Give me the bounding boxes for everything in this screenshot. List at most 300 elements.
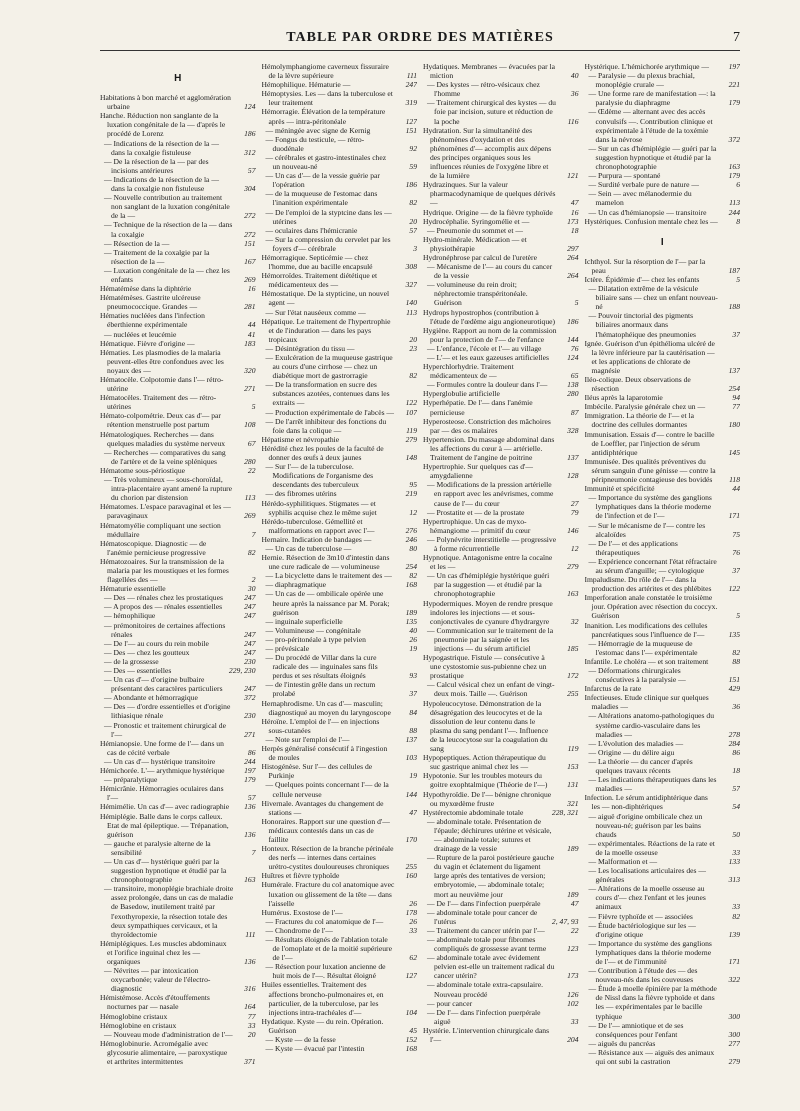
entry-text: Hérédo-tuberculose. Gémellité et malformations en rapport avec l'— xyxy=(261,516,375,535)
entry-page: 94 xyxy=(732,393,740,403)
entry-text: Hémorragie. Élévation de la température après — intra-péritonéale xyxy=(261,107,386,126)
entry-text: Hernaire. Indication de bandages — xyxy=(261,534,372,544)
index-entry xyxy=(585,71,741,89)
index-entry xyxy=(100,539,256,557)
entry-page: 164 xyxy=(244,1002,256,1012)
entry-text: — Sur l'état nauséeux comme — xyxy=(265,307,366,317)
entry-text: — Chondrome de l'— xyxy=(265,925,333,935)
entry-text: Iléo-colique. Deux observations de résection xyxy=(584,375,691,394)
entry-text: — méningée avec signe de Kernig xyxy=(265,125,371,135)
index-entry xyxy=(100,248,256,266)
entry-page: 119 xyxy=(406,425,417,435)
entry-page: 67 xyxy=(247,438,256,448)
entry-page: 280 xyxy=(567,389,579,399)
entry-text: — Un cas de tuberculose — xyxy=(265,543,352,553)
entry-text: Impaludisme. Du rôle de l'— dans la production des artérites et des phlébites xyxy=(584,575,712,594)
entry-text: — De l'— dans l'infection puerpérale xyxy=(427,898,541,908)
index-entry xyxy=(423,808,579,817)
entry-text: Huîtres et fièvre typhoïde xyxy=(261,871,340,881)
index-entry xyxy=(262,380,418,407)
entry-text: — Traitement chirurgical des kystes — du foie par incision, suture et réduction de la poche xyxy=(427,98,556,126)
entry-text: — Un cas d'— hystérique transitoire xyxy=(104,756,216,766)
entry-text: — aiguë d'origine ombilicale chez un nouveau-né; guérison par les bains chauds xyxy=(588,811,703,839)
entry-page: 140 xyxy=(405,298,417,308)
entry-text: Hydronéphrose par calcul de l'uretère xyxy=(423,252,537,262)
entry-text: Hypothyroïdie. De l'— bénigne chronique ou myxœdème fruste xyxy=(423,789,552,808)
entry-text: — Indications de la résection de la — dans la coxalgie fistuleuse xyxy=(104,138,219,157)
index-entry xyxy=(100,193,256,220)
index-entry xyxy=(100,857,256,884)
entry-page: 19 xyxy=(409,644,417,653)
entry-text: Hématurie essentielle xyxy=(100,584,166,594)
entry-page: 44 xyxy=(732,484,740,494)
entry-text: — A propos des — rénales essentielles xyxy=(104,602,223,612)
entry-text: Immunité et spécificité xyxy=(584,484,655,494)
index-entry xyxy=(262,353,418,380)
index-entry xyxy=(100,157,256,175)
index-entry xyxy=(423,126,579,181)
index-entry xyxy=(262,935,418,962)
entry-page: 284 xyxy=(728,738,740,748)
entry-page: 135 xyxy=(728,629,740,639)
entry-text: Infarctus de la rate xyxy=(584,684,642,694)
entry-text: — La théorie — du cancer d'après quelques travaux récents xyxy=(588,756,693,776)
entry-text: — Origine — du délire aigu xyxy=(588,747,675,757)
index-entry xyxy=(262,253,418,271)
entry-page: 276 xyxy=(405,525,417,535)
entry-page: 171 xyxy=(728,511,740,521)
entry-page: 20 xyxy=(247,1029,256,1039)
entry-text: — Mécanisme de l'— au cours du cancer de la vessie xyxy=(427,262,553,281)
entry-page: 221 xyxy=(728,80,740,90)
index-entry xyxy=(423,389,579,398)
entry-text: — des fibromes utérins xyxy=(265,489,337,499)
entry-text: — Nouveau mode d'administration de l'— xyxy=(104,1029,233,1039)
index-entry xyxy=(585,275,741,284)
index-entry xyxy=(423,98,579,125)
entry-page: 82 xyxy=(409,371,417,381)
index-entry xyxy=(100,1021,256,1030)
index-entry xyxy=(423,653,579,680)
index-entry xyxy=(100,702,256,720)
entry-text: Hypodermiques. Moyen de rendre presque indolores les injections — et sous-conjonctivales de cyanure d'hydrargyre xyxy=(423,598,553,626)
entry-text: — Note sur l'emploi de l'— xyxy=(265,734,350,744)
entry-text: — Calcul vésical chez un enfant de vingt-deux mois. Taille —. Guérison xyxy=(427,680,555,699)
entry-text: Héroïne. L'emploi de l'— en injections sous-cutanées xyxy=(261,716,380,735)
entry-page: 47 xyxy=(570,198,579,208)
index-entry xyxy=(423,935,579,953)
entry-page: 247 xyxy=(244,638,256,648)
index-entry xyxy=(100,766,256,775)
entry-text: — Volumineuse — congénitale xyxy=(265,625,361,635)
entry-text: Hypogastrique. Fistule — consécutive à une cystostomie sus-pubienne chez un prostatique xyxy=(423,653,547,681)
entry-text: — aiguës du pancréas xyxy=(588,1038,656,1048)
entry-text: Immunisée. Des qualités préventives du sérum sanguin d'une génisse — contre la péripneumonie contagieuse des bovidés xyxy=(584,456,716,485)
index-entry xyxy=(585,107,741,143)
index-entry xyxy=(262,571,418,580)
entry-page: 82 xyxy=(732,911,740,921)
entry-text: Immigration. La théorie de l'— et la doctrine des cellules dormantes xyxy=(584,411,695,430)
index-entry xyxy=(585,693,741,711)
index-entry xyxy=(100,502,256,520)
entry-text: Imbécile. Paralysie générale chez un — xyxy=(584,402,706,412)
entry-text: — de la muqueuse de l'estomac dans l'inanition expérimentale xyxy=(265,189,378,208)
entry-text: — Luxation congénitale de la — chez les enfants xyxy=(104,265,230,284)
entry-text: — Sein — avec mélanodermie du mamelon xyxy=(588,189,692,208)
entry-page: 183 xyxy=(244,338,256,348)
entry-text: — Les indications thérapeutiques dans les maladies — xyxy=(588,775,717,794)
entry-page: 65 xyxy=(570,371,579,381)
entry-page: 76 xyxy=(732,547,740,557)
index-entry xyxy=(262,880,418,907)
index-entry xyxy=(585,539,741,557)
entry-text: — Paralysie — du plexus brachial, monoplégie crurale — xyxy=(588,71,695,90)
entry-page: 246 xyxy=(405,534,417,544)
entry-page: 87 xyxy=(570,407,579,417)
index-entry xyxy=(100,675,256,693)
index-entry xyxy=(585,375,741,393)
entry-text: — Modifications de la pression artérielle en rapport avec les anévrismes, comme cause de l'— du cœur xyxy=(427,480,554,508)
index-entry xyxy=(423,517,579,535)
entry-text: Infectieuses. Etude clinique sur quelques maladies — xyxy=(584,693,709,712)
entry-page: 254 xyxy=(728,384,740,394)
index-entry xyxy=(585,339,741,375)
entry-text: — Kyste — évacué par l'intestin xyxy=(265,1044,365,1054)
entry-page: 75 xyxy=(732,529,740,539)
entry-text: — abdominale totale pour fibromes compliqués de grossesse avant terme xyxy=(427,935,547,954)
index-entry xyxy=(262,435,418,444)
entry-page: 76 xyxy=(570,343,579,353)
entry-text: — Expérience concernant l'état réfractaire au sérum d'anguille; — cytologique xyxy=(588,556,717,575)
entry-page: 50 xyxy=(732,829,740,839)
entry-page: 189 xyxy=(405,607,417,617)
index-entry xyxy=(262,817,418,844)
index-entry xyxy=(423,1026,579,1044)
entry-page: 135 xyxy=(405,616,417,626)
entry-text: — expérimentales. Réactions de la rate et de la moelle osseuse xyxy=(588,838,715,857)
entry-text: Hérédo-syphilitiques. Stigmates — et syphilis acquise chez le même sujet xyxy=(261,498,377,517)
entry-page: 26 xyxy=(409,898,417,908)
index-entry xyxy=(423,980,579,998)
entry-text: — pour cancer xyxy=(427,998,473,1008)
entry-text: — pro-péritonéale à type pelvien xyxy=(265,634,366,644)
entry-text: Hystérique. L'hémichorée arythmique — xyxy=(584,62,710,71)
index-entry xyxy=(262,962,418,980)
index-entry xyxy=(423,398,579,416)
entry-page: 37 xyxy=(409,689,417,699)
entry-text: — Nouvelle contribution au traitement non sanglant de la luxation congénitale de la — xyxy=(104,193,230,221)
entry-text: — Des — essentielles xyxy=(104,666,172,675)
entry-page: 3 xyxy=(413,243,417,253)
entry-page: 113 xyxy=(244,493,256,503)
entry-page: 27 xyxy=(570,498,579,508)
entry-text: — oculaires dans l'hémicranie xyxy=(265,225,358,235)
index-entry xyxy=(100,348,256,375)
entry-page: 88 xyxy=(732,656,740,666)
entry-page: 113 xyxy=(406,307,417,317)
entry-page: 219 xyxy=(405,489,417,499)
entry-page: 44 xyxy=(247,320,256,330)
entry-page: 272 xyxy=(244,229,256,239)
index-entry xyxy=(262,844,418,871)
entry-page: 7 xyxy=(251,529,256,539)
entry-page: 102 xyxy=(567,998,579,1008)
entry-page: 131 xyxy=(567,780,579,790)
entry-text: Hydratation. Sur la simultanéité des phénomènes d'oxydation et des phénomènes d'— accomplis aux dépens des principes organiques sous les influences réunies de l'oxygène libre et de la lumière xyxy=(423,125,552,181)
entry-text: Hanche. Réduction non sanglante de la luxation congénitale de la — d'après le procédé de Lorenz xyxy=(100,111,226,139)
entry-text: Hypertrophie. Sur quelques cas d'— amygdalienne xyxy=(423,462,533,481)
entry-page: 179 xyxy=(244,775,256,785)
entry-page: 33 xyxy=(570,1016,579,1026)
index-entry xyxy=(423,326,579,344)
entry-text: Hydatiques. Membranes — évacuées par la miction xyxy=(423,62,555,81)
index-entry xyxy=(100,111,256,138)
entry-page: 80 xyxy=(409,543,417,553)
index-entry xyxy=(100,393,256,411)
entry-page: 247 xyxy=(244,629,256,639)
entry-text: — Désintégration du tissu — xyxy=(265,343,355,353)
entry-text: — Polynévrite interstitielle — progressive à forme récurrentielle xyxy=(427,534,557,553)
index-entry xyxy=(262,89,418,107)
entry-text: — Des — d'ordre essentielles et d'origine lithiasique rénale xyxy=(104,702,231,721)
index-entry xyxy=(585,493,741,520)
entry-page: 33 xyxy=(247,1020,256,1030)
entry-text: — Formules contre la douleur dans l'— xyxy=(427,380,548,390)
index-entry xyxy=(100,430,256,448)
entry-page: 244 xyxy=(728,207,740,217)
index-entry xyxy=(423,817,579,853)
entry-page: 77 xyxy=(732,402,740,412)
index-entry xyxy=(423,753,579,771)
entry-page: 308 xyxy=(405,262,417,272)
entry-page: 82 xyxy=(409,198,417,208)
entry-text: Hémoglobine en cristaux xyxy=(100,1020,177,1030)
index-entry xyxy=(262,717,418,735)
entry-text: — Quelques points concernant l'— de la cellule nerveuse xyxy=(265,780,389,799)
entry-text: — préparalytique xyxy=(104,775,158,785)
index-columns xyxy=(100,62,740,1102)
index-entry xyxy=(423,999,579,1008)
entry-page: 271 xyxy=(244,384,256,394)
index-entry xyxy=(585,812,741,839)
entry-page: 254 xyxy=(405,562,417,572)
entry-text: — Déformations chirurgicales consécutives à la paralysie — xyxy=(588,666,686,685)
index-entry xyxy=(423,280,579,307)
entry-text: — Fongus du testicule, — rétro-duodénale xyxy=(265,134,365,153)
index-entry xyxy=(423,626,579,653)
entry-text: — transitoire, monoplégie brachiale droite assez prolongée, dans un cas de maladie de Basedow, inutilement traité par l'exothyropexie, la résection totale des deux sympathiques cervicaux, et la thyroïdectomie xyxy=(104,884,234,939)
entry-text: — Un cas d'hémianopsie — transitoire xyxy=(588,207,707,217)
entry-page: 179 xyxy=(728,98,740,108)
index-entry xyxy=(262,308,418,317)
index-entry xyxy=(585,393,741,402)
index-entry xyxy=(423,380,579,389)
entry-page: 122 xyxy=(728,584,740,594)
entry-text: Hématies. Les plasmodies de la malaria peuvent-elles être confondues avec les noyaux des — xyxy=(100,347,224,375)
index-entry xyxy=(262,680,418,698)
entry-text: Hypnotique. Antagonisme entre la cocaïne et les — xyxy=(423,553,553,572)
entry-text: Hernaphrodisme. Un cas d'— masculin; diagnostiqué au moyen du laryngoscope xyxy=(261,698,391,717)
index-entry xyxy=(100,375,256,393)
entry-page: 313 xyxy=(728,875,740,885)
entry-text: — Surdité verbale pure de nature — xyxy=(588,180,699,190)
entry-page: 8 xyxy=(736,216,740,226)
entry-page: 54 xyxy=(732,802,740,812)
entry-page: 20 xyxy=(409,334,417,344)
entry-page: 163 xyxy=(567,589,579,599)
entry-page: 18 xyxy=(570,225,579,235)
entry-text: Humérus. Exostose de l'— xyxy=(261,907,343,917)
index-entry xyxy=(100,311,256,329)
index-entry xyxy=(100,1012,256,1021)
index-entry xyxy=(585,557,741,575)
entry-text: Immunisation. Essais d'— contre le bacille de Loeffler, par l'injection de sérum antidiphtérique xyxy=(584,429,715,457)
entry-page: 277 xyxy=(728,1038,740,1048)
index-entry xyxy=(423,253,579,262)
entry-page: 281 xyxy=(244,302,256,312)
entry-text: — Fièvre typhoïde et — associées xyxy=(588,911,693,921)
entry-text: — Névrites — par intoxication oxycarbonée; valeur de l'électro-diagnostic xyxy=(104,966,211,994)
entry-page: 33 xyxy=(409,925,417,935)
index-entry xyxy=(423,599,579,626)
index-entry xyxy=(423,435,579,462)
entry-text: — Communication sur le traitement de la pneumonie par la saignée et les injections — du sérum artificiel xyxy=(427,625,554,653)
entry-text: — inguinale superficielle xyxy=(265,616,343,626)
index-entry xyxy=(100,966,256,993)
index-entry xyxy=(100,239,256,248)
index-entry xyxy=(423,571,579,598)
index-entry xyxy=(423,790,579,808)
entry-page: 137 xyxy=(728,365,740,375)
entry-page: 12 xyxy=(570,543,579,553)
entry-text: — Résection pour luxation ancienne de huit mois de l'—. Résultat éloigné xyxy=(265,962,386,981)
entry-page: 40 xyxy=(409,625,417,635)
entry-page: 171 xyxy=(728,957,740,966)
index-entry xyxy=(585,89,741,107)
entry-text: Hématome sous-périostique xyxy=(100,465,185,475)
entry-page: 122 xyxy=(405,398,417,408)
entry-text: — abdominale totale pour cancer de l'utérus xyxy=(427,907,538,926)
entry-text: — Production expérimentale de l'abcès — xyxy=(265,407,395,417)
index-entry xyxy=(423,953,579,980)
entry-text: Hystérie. L'intervention chirurgicale dans l'— xyxy=(423,1025,550,1045)
entry-text: Hépatisme et névropathie xyxy=(261,434,340,444)
entry-page: 116 xyxy=(567,116,579,126)
entry-page: 124 xyxy=(244,102,256,112)
entry-page: 82 xyxy=(409,571,417,581)
entry-page: 247 xyxy=(244,611,256,621)
index-entry xyxy=(262,226,418,235)
entry-page: 5 xyxy=(736,274,740,284)
entry-page: 5 xyxy=(736,611,740,621)
index-column-3 xyxy=(423,62,579,1102)
index-entry xyxy=(423,926,579,935)
index-entry xyxy=(423,899,579,908)
index-entry xyxy=(262,1044,418,1053)
entry-page: 121 xyxy=(567,171,579,181)
entry-text: — abdominale totale avec évidement pelvien est-elle un traitement radical du cancer utérin? xyxy=(427,953,555,981)
entry-text: — Œdème — alternant avec des accès convulsifs —. Contribution clinique et expérimentale à l'étude de la toxémie dans la névrose xyxy=(588,107,713,144)
entry-page: 316 xyxy=(244,984,256,994)
index-entry xyxy=(585,484,741,493)
entry-page: 271 xyxy=(244,729,256,739)
entry-page: 264 xyxy=(567,271,579,281)
index-entry xyxy=(585,621,741,639)
entry-text: — de l'intestin grêle dans un rectum prolabé xyxy=(265,680,376,699)
entry-page: 297 xyxy=(567,243,579,253)
entry-page: 152 xyxy=(405,1035,417,1045)
entry-text: — Des kystes — rétro-vésicaux chez l'homme xyxy=(427,80,540,99)
index-entry xyxy=(100,411,256,429)
entry-text: Hivernale. Avantages du changement de stations — xyxy=(261,798,384,817)
entry-text: — cérébrales et gastro-intestinales chez un nouveau-né xyxy=(265,152,387,172)
entry-text: — Technique de la résection de la — dans la coxalgie xyxy=(104,220,233,239)
entry-text: — Un cas d'— d'origine bulbaire présentant des caractères particuliers xyxy=(104,675,223,694)
entry-text: — Altérations de la moelle osseuse au cours d'— chez l'enfant et les jeunes animaux xyxy=(588,884,706,912)
entry-text: Infection. Le sérum antidiphtérique dans les — non-diphtériques xyxy=(584,793,708,812)
index-entry xyxy=(100,721,256,739)
entry-text: — Étude bactériologique sur les — d'origine otique xyxy=(588,920,696,939)
entry-text: — Abondante et hémorragique xyxy=(104,693,198,703)
entry-text: Infantile. Le choléra — et son traitement xyxy=(584,656,709,666)
entry-text: — Un cas d'— de la vessie guérie par l'opération xyxy=(265,171,380,190)
entry-text: — De l'— et des applications thérapeutiques xyxy=(588,538,678,557)
entry-page: 264 xyxy=(567,252,579,262)
index-entry xyxy=(262,644,418,653)
entry-page: 7 xyxy=(251,847,256,857)
entry-text: — diaphragmatique xyxy=(265,580,327,590)
entry-page: 312 xyxy=(244,147,256,157)
index-entry xyxy=(100,584,256,593)
index-entry xyxy=(100,284,256,293)
entry-text: Ignée. Guérison d'un épithélioma ulcéré de la lèvre inférieure par la cautérisation — et les applications de chlorate de magnésie xyxy=(584,338,715,375)
entry-text: Hémorroïdes. Traitement diététique et médicamenteux des — xyxy=(261,271,378,290)
entry-page: 126 xyxy=(567,989,579,999)
index-entry xyxy=(262,580,418,589)
entry-page: 186 xyxy=(405,180,417,190)
entry-text: Ichthyol. Sur la résorption de l'— par la peau xyxy=(584,256,706,275)
entry-page: 127 xyxy=(405,116,417,126)
entry-text: Hématocèle. Colpotomie dans l'— rétro-utérine xyxy=(100,375,224,394)
index-entry xyxy=(100,339,256,348)
entry-text: — Une forme rare de manifestation —: la paralysie du diaphragme xyxy=(588,89,716,108)
index-entry xyxy=(262,80,418,89)
entry-page: 20 xyxy=(409,216,417,226)
entry-text: — De l'arrêt inhibiteur des fonctions du foie dans la colique — xyxy=(265,416,387,435)
index-entry xyxy=(423,262,579,280)
entry-text: — Recherches — comparatives du sang de l'artère et de la veine spléniques xyxy=(104,447,226,466)
index-entry xyxy=(262,589,418,616)
entry-page: 107 xyxy=(405,407,417,417)
entry-text: — gauche et paralysie alterne de la sensibilité xyxy=(104,838,211,857)
entry-text: — nucléées et leucémie xyxy=(104,329,177,339)
index-entry xyxy=(585,144,741,171)
index-entry xyxy=(585,171,741,180)
entry-page: 108 xyxy=(244,420,256,430)
entry-text: — volumineuse du rein droit; néphrectomie transpéritonéale. Guérison xyxy=(427,280,528,308)
index-entry xyxy=(423,362,579,380)
entry-text: Hystérectomie abdominale totale xyxy=(423,807,524,817)
entry-text: Hydro-minérale. Médication — et physiothérapie xyxy=(423,234,527,253)
entry-page: 148 xyxy=(405,453,417,463)
entry-page: 79 xyxy=(570,507,579,517)
entry-page: 167 xyxy=(244,256,256,266)
entry-page: 37 xyxy=(732,565,740,575)
index-entry xyxy=(585,984,741,1020)
entry-text: Hémichorée. L'— arythmique hystérique xyxy=(100,766,225,776)
index-entry xyxy=(100,666,256,675)
entry-page: 77 xyxy=(247,1011,256,1021)
